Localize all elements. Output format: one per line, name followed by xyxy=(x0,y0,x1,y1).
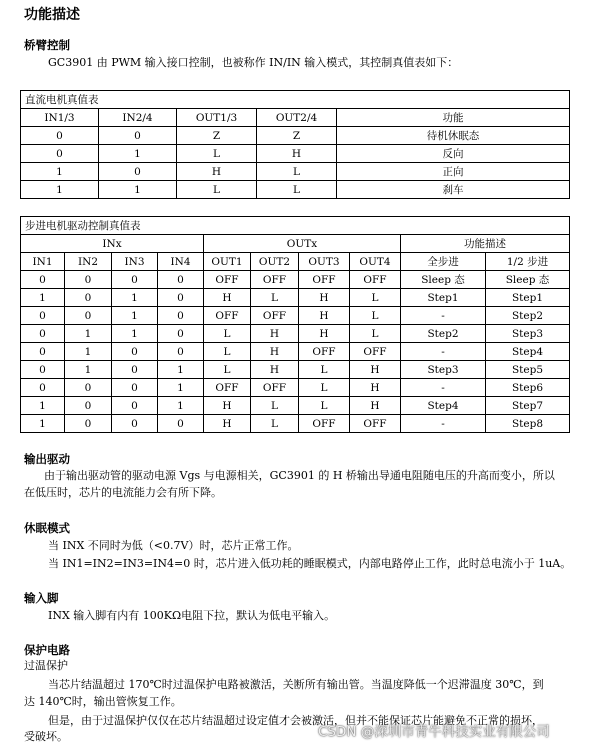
table-cell: Step2 xyxy=(401,325,486,343)
table-cell: H xyxy=(299,307,350,325)
table-cell: H xyxy=(257,145,337,163)
table-cell: Step4 xyxy=(401,397,486,415)
stepper-header: IN3 xyxy=(112,253,158,271)
table-cell: OFF xyxy=(204,307,251,325)
table-row xyxy=(21,145,570,163)
table-cell: 1 xyxy=(112,307,158,325)
table-cell: H xyxy=(251,361,299,379)
table-cell: L xyxy=(204,361,251,379)
table-cell: OFF xyxy=(350,343,401,361)
group-inx: INx xyxy=(21,235,204,253)
table-cell: H xyxy=(251,343,299,361)
table-cell: 0 xyxy=(158,271,204,289)
stepper-truth-table xyxy=(20,216,570,433)
table-cell: Step8 xyxy=(486,415,570,433)
table-cell: L xyxy=(299,379,350,397)
table-cell: 刹车 xyxy=(337,181,570,199)
table-cell: H xyxy=(350,361,401,379)
table-cell: 1 xyxy=(21,289,65,307)
table-row xyxy=(21,415,570,433)
csdn-watermark: CSDN @深圳市青牛科技实业有限公司 xyxy=(318,724,550,740)
table-cell: 0 xyxy=(112,271,158,289)
table-row xyxy=(21,325,570,343)
table-cell: 0 xyxy=(112,379,158,397)
table-cell: L xyxy=(177,145,257,163)
table-cell: 0 xyxy=(21,271,65,289)
table-cell: 0 xyxy=(112,361,158,379)
table-cell: H xyxy=(177,163,257,181)
table-cell: Step1 xyxy=(486,289,570,307)
table-cell: 0 xyxy=(158,343,204,361)
table-cell: Z xyxy=(177,127,257,145)
sleep-line2: 当 IN1=IN2=IN3=IN4=0 时，芯片进入低功耗的睡眠模式，内部电路停止工作，此时总电流小于 1uA。 xyxy=(48,557,572,570)
table-cell: 1 xyxy=(65,343,112,361)
stepper-header-row xyxy=(21,253,570,271)
table-row xyxy=(21,127,570,145)
dc-header: IN1/3 xyxy=(21,109,99,127)
table-cell: OFF xyxy=(251,379,299,397)
protection-line1: 当芯片结温超过 170℃时过温保护电路被激活，关断所有输出管。当温度降低一个迟滞温度 30℃，到 xyxy=(48,678,544,691)
dc-truth-table xyxy=(20,90,570,199)
table-cell: 1 xyxy=(158,397,204,415)
output-drive-line2: 在低压时，芯片的电流能力会有所下降。 xyxy=(24,486,222,499)
table-cell: Sleep 态 xyxy=(486,271,570,289)
table-cell: Step1 xyxy=(401,289,486,307)
page-title: 功能描述 xyxy=(24,7,80,23)
table-cell: L xyxy=(257,163,337,181)
table-cell: OFF xyxy=(204,379,251,397)
input-line1: INX 输入脚有内有 100KΩ电阻下拉，默认为低电平输入。 xyxy=(48,609,336,622)
dc-table-caption: 直流电机真值表 xyxy=(21,91,570,109)
table-cell: 0 xyxy=(21,127,99,145)
table-cell: H xyxy=(299,325,350,343)
table-cell: Step6 xyxy=(486,379,570,397)
protection-line2: 达 140℃时，输出管恢复工作。 xyxy=(24,695,182,708)
table-cell: L xyxy=(299,361,350,379)
protection-heading: 保护电路 xyxy=(24,643,70,657)
table-cell: 1 xyxy=(158,379,204,397)
table-cell: Step3 xyxy=(486,325,570,343)
table-cell: L xyxy=(204,325,251,343)
table-cell: 1 xyxy=(21,163,99,181)
table-cell: H xyxy=(350,379,401,397)
table-cell: H xyxy=(204,415,251,433)
table-cell: 0 xyxy=(21,325,65,343)
group-outx: OUTx xyxy=(204,235,401,253)
table-cell: - xyxy=(401,307,486,325)
table-cell: H xyxy=(204,289,251,307)
table-cell: 0 xyxy=(99,163,177,181)
protection-line4: 受破坏。 xyxy=(24,730,68,743)
table-cell: L xyxy=(251,397,299,415)
table-cell: L xyxy=(257,181,337,199)
table-cell: 0 xyxy=(99,127,177,145)
input-heading: 输入脚 xyxy=(24,591,59,605)
protection-line3: 但是，由于过温保护仅仅在芯片结温超过设定值才会被激活，但并不能保证芯片能避免不正常的损坏， xyxy=(48,714,543,727)
table-cell: OFF xyxy=(204,271,251,289)
stepper-group-row xyxy=(21,235,570,253)
table-cell: 0 xyxy=(112,415,158,433)
table-cell: OFF xyxy=(251,307,299,325)
table-cell: 0 xyxy=(158,415,204,433)
bridge-intro: GC3901 由 PWM 输入接口控制，也被称作 IN/IN 输入模式，其控制真值表如下： xyxy=(48,56,459,69)
table-cell: 1 xyxy=(158,361,204,379)
table-cell: 1 xyxy=(99,181,177,199)
table-cell: Step5 xyxy=(486,361,570,379)
table-row xyxy=(21,289,570,307)
table-cell: L xyxy=(350,307,401,325)
table-row xyxy=(21,271,570,289)
table-cell: 1 xyxy=(112,289,158,307)
table-cell: L xyxy=(204,343,251,361)
table-cell: 1 xyxy=(65,361,112,379)
table-row xyxy=(21,379,570,397)
sleep-heading: 休眠模式 xyxy=(24,521,70,535)
dc-header: OUT2/4 xyxy=(257,109,337,127)
stepper-header: IN2 xyxy=(65,253,112,271)
table-cell: 正向 xyxy=(337,163,570,181)
table-cell: - xyxy=(401,379,486,397)
table-cell: OFF xyxy=(299,343,350,361)
table-row xyxy=(21,163,570,181)
table-cell: 0 xyxy=(65,415,112,433)
table-cell: 0 xyxy=(65,271,112,289)
table-cell: Z xyxy=(257,127,337,145)
dc-header: IN2/4 xyxy=(99,109,177,127)
table-cell: 反向 xyxy=(337,145,570,163)
table-cell: OFF xyxy=(299,415,350,433)
table-cell: 1 xyxy=(21,415,65,433)
stepper-header: OUT1 xyxy=(204,253,251,271)
table-cell: 0 xyxy=(158,307,204,325)
table-cell: 0 xyxy=(158,289,204,307)
table-cell: 0 xyxy=(65,379,112,397)
table-cell: OFF xyxy=(299,271,350,289)
table-cell: H xyxy=(251,325,299,343)
table-cell: OFF xyxy=(350,415,401,433)
table-row xyxy=(21,361,570,379)
table-row xyxy=(21,343,570,361)
stepper-header: OUT4 xyxy=(350,253,401,271)
table-cell: - xyxy=(401,415,486,433)
table-cell: Step7 xyxy=(486,397,570,415)
table-cell: L xyxy=(251,415,299,433)
dc-header: 功能 xyxy=(337,109,570,127)
table-cell: L xyxy=(350,289,401,307)
table-cell: 1 xyxy=(21,397,65,415)
sleep-line1: 当 INX 不同时为低（<0.7V）时，芯片正常工作。 xyxy=(48,539,299,552)
stepper-table-caption: 步进电机驱动控制真值表 xyxy=(21,217,570,235)
table-cell: 1 xyxy=(65,325,112,343)
stepper-header: IN1 xyxy=(21,253,65,271)
table-cell: 0 xyxy=(112,343,158,361)
table-cell: 1 xyxy=(112,325,158,343)
table-cell: 0 xyxy=(21,361,65,379)
table-row xyxy=(21,181,570,199)
table-cell: L xyxy=(350,325,401,343)
stepper-header: IN4 xyxy=(158,253,204,271)
dc-header-row xyxy=(21,109,570,127)
table-cell: 1 xyxy=(21,181,99,199)
table-cell: 0 xyxy=(21,307,65,325)
table-cell: OFF xyxy=(350,271,401,289)
table-cell: Step3 xyxy=(401,361,486,379)
output-drive-line1: 由于输出驱动管的驱动电源 Vgs 与电源相关，GC3901 的 H 桥输出导通电阻随电压的升高而变小，所以 xyxy=(44,469,555,482)
table-cell: H xyxy=(204,397,251,415)
table-cell: L xyxy=(299,397,350,415)
stepper-header: OUT2 xyxy=(251,253,299,271)
group-function: 功能描述 xyxy=(401,235,570,253)
table-row xyxy=(21,397,570,415)
table-cell: 1 xyxy=(99,145,177,163)
bridge-heading: 桥臂控制 xyxy=(24,38,70,52)
stepper-header: 1/2 步进 xyxy=(486,253,570,271)
table-cell: 0 xyxy=(112,397,158,415)
table-cell: 0 xyxy=(21,145,99,163)
table-cell: 待机休眠态 xyxy=(337,127,570,145)
output-drive-heading: 输出驱动 xyxy=(24,452,70,466)
table-cell: L xyxy=(177,181,257,199)
table-cell: 0 xyxy=(21,343,65,361)
table-cell: OFF xyxy=(251,271,299,289)
table-row xyxy=(21,307,570,325)
table-cell: Step2 xyxy=(486,307,570,325)
table-cell: 0 xyxy=(21,379,65,397)
table-cell: Step4 xyxy=(486,343,570,361)
table-cell: Sleep 态 xyxy=(401,271,486,289)
table-cell: 0 xyxy=(158,325,204,343)
table-cell: H xyxy=(350,397,401,415)
stepper-header: OUT3 xyxy=(299,253,350,271)
table-cell: L xyxy=(251,289,299,307)
table-cell: 0 xyxy=(65,397,112,415)
table-cell: 0 xyxy=(65,289,112,307)
table-cell: - xyxy=(401,343,486,361)
protection-sub: 过温保护 xyxy=(24,659,68,672)
stepper-header: 全步进 xyxy=(401,253,486,271)
dc-header: OUT1/3 xyxy=(177,109,257,127)
table-cell: 0 xyxy=(65,307,112,325)
table-cell: H xyxy=(299,289,350,307)
